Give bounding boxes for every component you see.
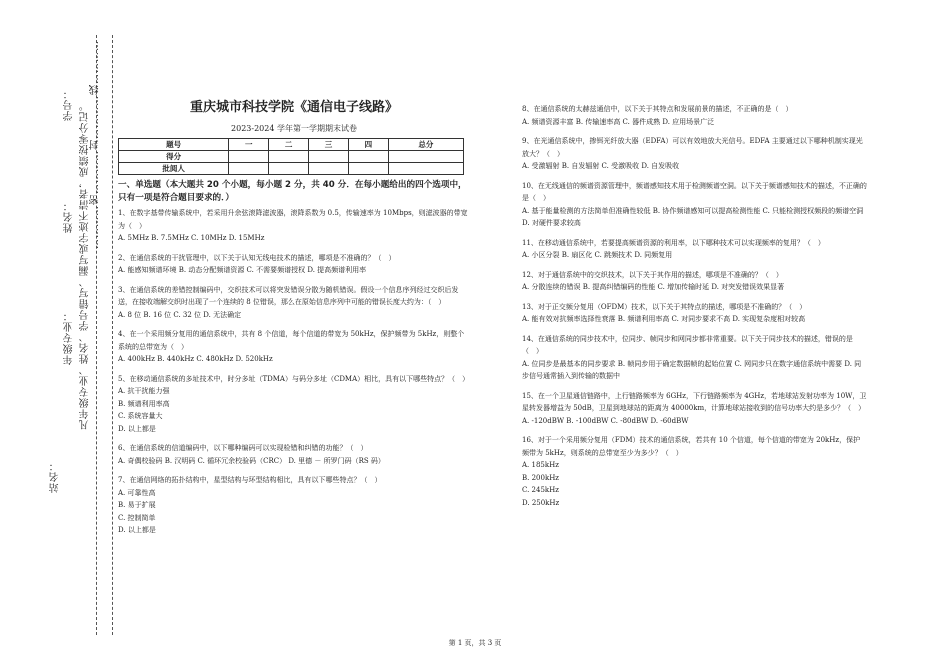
question-stem: 7、在通信网络的拓扑结构中，星型结构与环型结构相比，具有以下哪些特点？（ ） — [118, 476, 382, 484]
question-option: A. 可靠性高 — [118, 488, 156, 497]
question-item — [118, 284, 470, 322]
question-option: D. 以上都是 — [118, 526, 156, 534]
question-stem: 12、对于通信系统中的交织技术，以下关于其作用的描述，哪项是不准确的？（ ） — [522, 270, 783, 279]
question-option: D. 以上都是 — [118, 424, 156, 433]
question-option: A. 5MHz B. 7.5MHz C. 10MHz D. 15MHz — [118, 234, 265, 242]
question-stem: 11、在移动通信系统中，若要提高频谱资源的利用率，以下哪种技术可以实现频率的复用？（ ） — [522, 238, 825, 247]
question-item — [522, 237, 867, 262]
score-cell: 总分 — [388, 139, 463, 151]
question-option: C. 245kHz — [522, 486, 559, 494]
question-item — [118, 207, 470, 245]
question-list-left — [118, 207, 470, 537]
grade-major-label: 年级专业： — [64, 310, 75, 365]
name-label: 姓名： — [64, 200, 75, 233]
question-item — [118, 474, 470, 537]
question-item — [522, 434, 867, 509]
question-option: B. 易于扩展 — [118, 501, 156, 509]
question-option: A. 400kHz B. 440kHz C. 480kHz D. 520kHz — [118, 355, 273, 363]
question-option: A. 基于能量检测的方法简单但准确性较低 B. 协作频谱感知可以提高检测性能 C. 只能检测授权频段的频谱空洞 D. 对硬件要求较高 — [522, 206, 864, 227]
question-item — [522, 180, 867, 230]
question-stem: 1、在数字基带传输系统中，若采用升余弦滚降滤波器，滚降系数为 0.5，传输速率为 10Mbps，则滤波器的带宽为（ ） — [118, 209, 468, 230]
question-option: B. 200kHz — [522, 473, 559, 482]
question-option: C. 控制简单 — [118, 513, 156, 522]
question-stem: 8、在通信系统的太赫兹通信中，以下关于其特点和发展前景的描述，不正确的是（ ） — [522, 105, 793, 113]
question-option: A. 受激辐射 B. 自发辐射 C. 受激吸收 D. 自发吸收 — [522, 162, 680, 170]
seal-text: …………密…………封…………线………… — [90, 40, 101, 249]
score-table — [118, 138, 464, 175]
question-option: A. 小区分裂 B. 扇区化 C. 跳频技术 D. 同频复用 — [522, 251, 673, 259]
question-stem: 2、在通信系统的干扰管理中，以下关于认知无线电技术的描述，哪项是不准确的？（ ） — [118, 253, 396, 262]
question-option: A. 能感知频谱环境 B. 动态分配频谱资源 C. 不需要频谱授权 D. 提高频谱利用率 — [118, 266, 367, 274]
grader-row-label: 批阅人 — [119, 163, 229, 175]
page-footer: 第 1 页，共 3 页 — [448, 639, 502, 647]
question-item — [522, 333, 867, 383]
question-item — [522, 135, 867, 173]
question-item — [522, 269, 867, 294]
warning-text: 凡年级专业、姓名、学号错写、漏写或字迹不清者，成绩按零分记。 — [80, 100, 91, 430]
question-stem: 16、对于一个采用频分复用（FDM）技术的通信系统，若共有 10 个信道，每个信道的带宽为 20kHz，保护频带为 5kHz，则系统的总带宽至少为多少？（ ） — [522, 436, 861, 457]
question-stem: 5、在移动通信系统的多址技术中，时分多址（TDMA）与码分多址（CDMA）相比，具有以下哪些特点？（ ） — [118, 374, 470, 383]
question-stem: 13、对于正交频分复用（OFDM）技术，以下关于其特点的描述，哪项是不准确的？（ ） — [522, 302, 807, 311]
question-stem: 3、在通信系统的差错控制编码中，交织技术可以将突发错误分散为随机错误。假设一个信息序列经过交织后发送，在接收端解交织时出现了一个连续的 8 位错误，那么在原始信息序列中可能的错误长度大约为：（ ） — [118, 285, 459, 306]
question-item — [118, 328, 470, 366]
exam-title: 重庆城市科技学院《通信电子线路》 — [189, 100, 398, 115]
question-stem: 10、在无线通信的频谱资源管理中，频谱感知技术用于检测频谱空洞。以下关于频谱感知技术的描述，不正确的是（ ） — [522, 181, 867, 202]
question-stem: 14、在通信系统的同步技术中，位同步、帧同步和网同步都非常重要。以下关于同步技术的描述，错误的是（ ） — [522, 334, 853, 355]
score-cell: 二 — [269, 139, 309, 151]
score-cell: 题号 — [119, 139, 229, 151]
question-option: A. -120dBW B. -100dBW C. -80dBW D. -60dBW — [522, 416, 689, 425]
question-option: A. 8 位 B. 16 位 C. 32 位 D. 无法确定 — [118, 310, 242, 319]
student-id-label: 学号： — [64, 88, 75, 121]
score-cell: 四 — [348, 139, 388, 151]
score-cell: 一 — [229, 139, 269, 151]
score-cell: 三 — [309, 139, 349, 151]
question-option: C. 系统容量大 — [118, 412, 163, 420]
section-heading: 一、单选题（本大题共 20 个小题，每小题 2 分，共 40 分．在每小题给出的四个选项中，只有一项是符合题目要求的．） — [118, 180, 467, 203]
score-table-grader-row — [119, 163, 464, 175]
question-option: A. 抗干扰能力强 — [118, 387, 170, 395]
binding-line-inner — [112, 35, 113, 635]
question-option: A. 奇偶校验码 B. 汉明码 C. 循环冗余校验码（CRC） D. 里德 － 所罗门码（RS 码） — [118, 456, 385, 465]
question-option: A. 分散连续的错误 B. 提高纠错编码的性能 C. 增加传输时延 D. 对突发错误效果显著 — [522, 283, 785, 291]
question-option: D. 250kHz — [522, 498, 560, 507]
right-column — [522, 103, 867, 516]
question-item — [118, 442, 470, 467]
question-option: B. 频谱利用率高 — [118, 399, 170, 408]
question-item — [522, 301, 867, 326]
score-row-label: 得分 — [119, 151, 229, 163]
question-option: A. 能有效对抗频率选择性衰落 B. 频谱利用率高 C. 对同步要求不高 D. 实现复杂度相对较高 — [522, 315, 806, 323]
question-stem: 15、在一个卫星通信链路中，上行链路频率为 6GHz，下行链路频率为 4GHz，若地球站发射功率为 10W，卫星转发器增益为 50dB，卫星到地球站的距离为 40000km，计算地球站接收到的信号功率大约是多少？（ ） — [522, 391, 867, 412]
question-stem: 4、在一个采用频分复用的通信系统中，共有 8 个信道，每个信道的带宽为 50kHz，保护频带为 5kHz，则整个系统的总带宽为（ ） — [118, 330, 465, 351]
exam-site-label: 站名： — [50, 460, 61, 493]
score-table-header-row — [119, 139, 464, 151]
question-item — [522, 390, 867, 428]
question-list-right — [522, 103, 867, 509]
question-option: A. 频谱资源丰富 B. 传输速率高 C. 器件成熟 D. 应用场景广泛 — [522, 117, 715, 126]
question-stem: 9、在光通信系统中，掺铒光纤放大器（EDFA）可以有效地放大光信号。EDFA 主要通过以下哪种机制实现光放大？（ ） — [522, 137, 863, 158]
exam-subtitle: 2023-2024 学年第一学期期末试卷 — [231, 124, 357, 133]
question-option: A. 位同步是最基本的同步要求 B. 帧同步用于确定数据帧的起始位置 C. 网同步只在数字通信系统中需要 D. 同步信号通常插入到传输的数据中 — [522, 359, 862, 380]
question-item — [118, 252, 470, 277]
question-item — [118, 373, 470, 436]
question-item — [522, 103, 867, 128]
question-stem: 6、在通信系统的信道编码中，以下哪种编码可以实现检错和纠错的功能？（ ） — [118, 444, 368, 452]
score-table-score-row — [119, 151, 464, 163]
left-column — [118, 96, 470, 544]
question-option: A. 185kHz — [522, 461, 559, 469]
